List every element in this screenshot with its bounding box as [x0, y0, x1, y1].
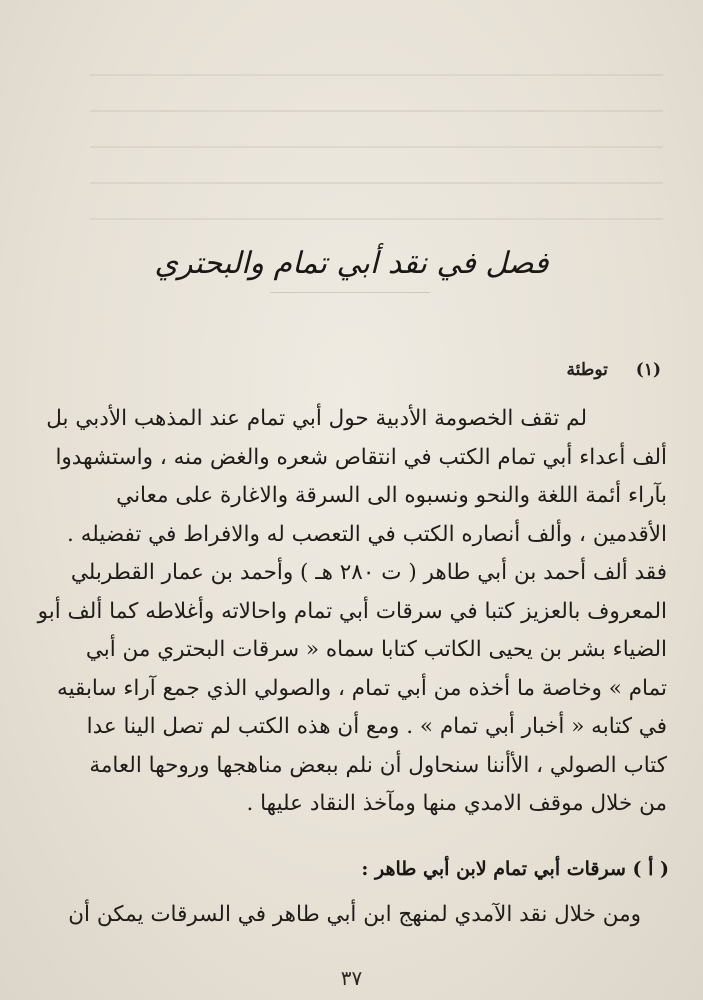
paragraph-line: تمام » وخاصة ما أخذه من أبي تمام ، والصولي الذي جمع آراء سابقيه [57, 675, 667, 701]
paragraph-line: ألف أعداء أبي تمام الكتب في انتقاص شعره والغض منه ، واستشهدوا [55, 444, 667, 470]
section-heading [567, 360, 661, 380]
paragraph-line: في كتابه « أخبار أبي تمام » . ومع أن هذه الكتب لم تصل الينا عدا [86, 714, 667, 739]
paragraph-line: فقد ألف أحمد بن أبي طاهر ( ت ٢٨٠ هـ ) وأحمد بن عمار القطربلي [70, 560, 667, 585]
paragraph-line: بآراء أئمة اللغة والنحو ونسبوه الى السرقة والاغارة على معاني [116, 483, 667, 508]
paragraph-line: من خلال موقف الامدي منها ومآخذ النقاد عليها . [246, 791, 667, 816]
body-paragraph [36, 400, 667, 824]
section-number: (١) [635, 360, 661, 380]
paragraph-line: ومن خلال نقد الآمدي لمنهج ابن أبي طاهر في السرقات يمكن أن [68, 902, 641, 927]
title-divider [270, 292, 430, 293]
show-through-bleed [90, 40, 663, 240]
chapter-title: فصل في نقد أبي تمام والبحتري [154, 246, 549, 281]
subsection-heading: ( أ ) سرقات أبي تمام لابن أبي طاهر : [361, 858, 669, 880]
section-title: توطئة [566, 360, 608, 380]
paragraph-line: الضياء بشر بن يحيى الكاتب كتابا سماه « سرقات البحتري من أبي [85, 637, 667, 662]
paragraph-line: كتاب الصولي ، الأأننا سنحاول أن نلم ببعض مناهجها وروحها العامة [89, 752, 667, 778]
paragraph-line: لم تقف الخصومة الأدبية حول أبي تمام عند المذهب الأدبي بل [46, 406, 587, 431]
paragraph-line: الأقدمين ، وألف أنصاره الكتب في التعصب له والافراط في تفضيله . [67, 521, 667, 547]
page-number: ٣٧ [340, 966, 363, 990]
paragraph-line: المعروف بالعزيز كتبا في سرقات أبي تمام واحالاته وأغلاطه كما ألف أبو [37, 598, 667, 624]
